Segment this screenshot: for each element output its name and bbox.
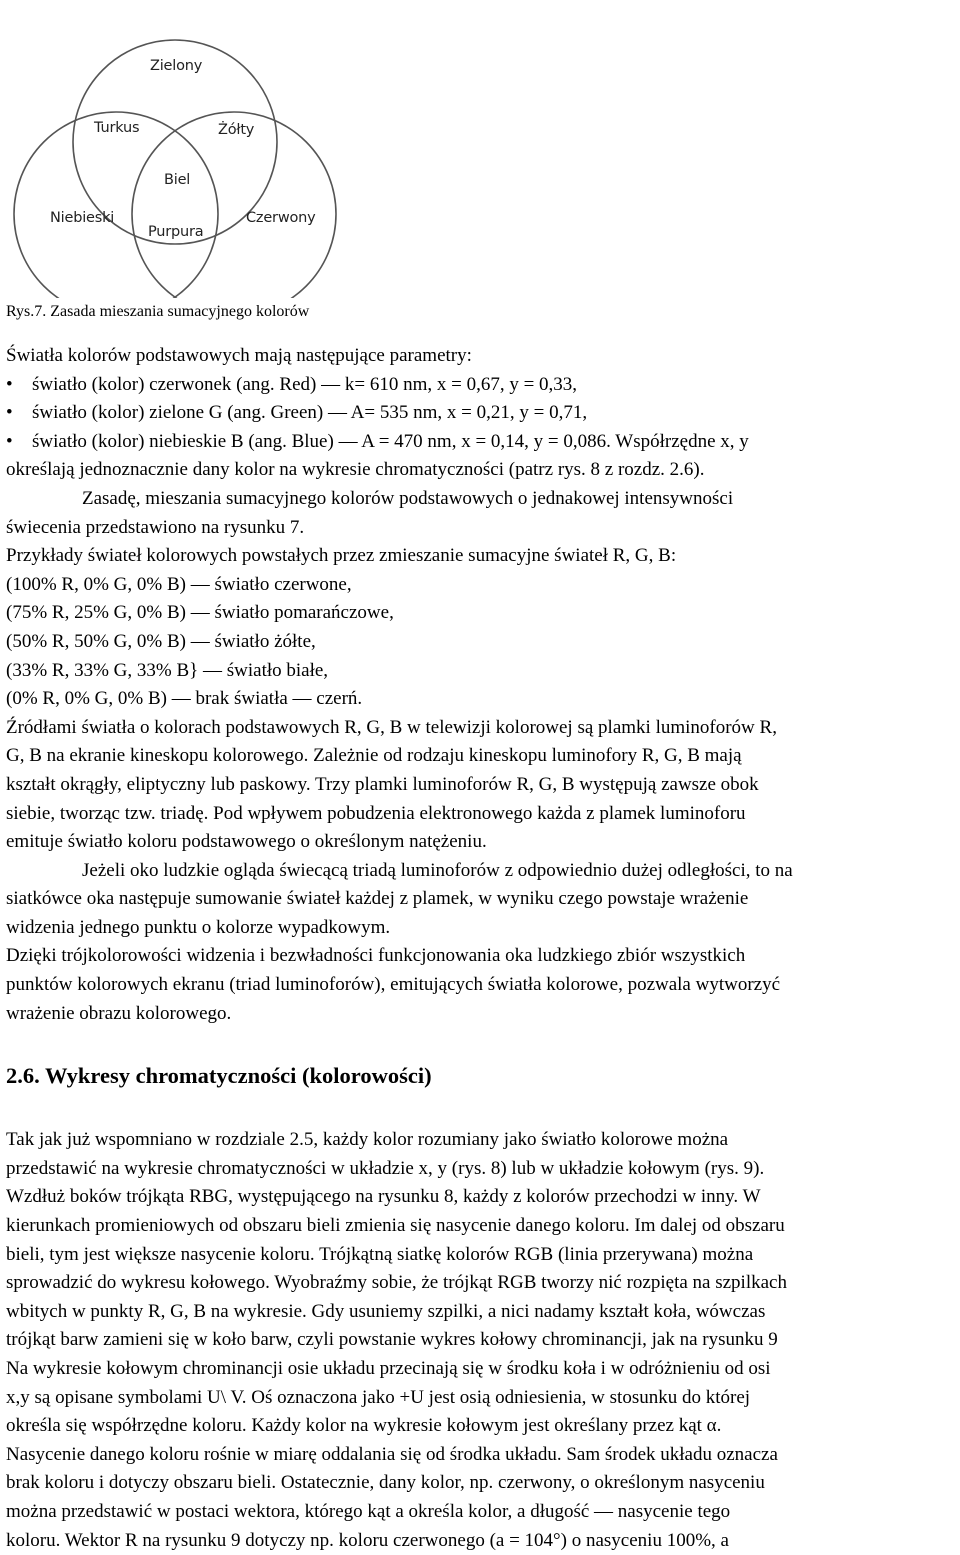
body-text — [6, 342, 956, 1555]
venn-diagram-figure — [0, 0, 400, 298]
text-line: (50% R, 50% G, 0% B) — światło żółte, — [6, 630, 316, 652]
text-line: wrażenie obrazu kolorowego. — [6, 1002, 232, 1024]
text-line: Dzięki trójkolorowości widzenia i bezwładności funkcjonowania oka ludzkiego zbiór wszystkich — [6, 945, 746, 967]
venn-diagram — [0, 0, 400, 298]
text-line-content: Jeżeli oko ludzkie ogląda świecącą triadą luminoforów z odpowiednio dużej odległości, to na — [82, 859, 793, 881]
text-line: widzenia jednego punktu o kolorze wypadkowym. — [6, 916, 391, 938]
text-line — [6, 857, 956, 886]
text-line: Wzdłuż boków trójkąta RBG, występującego na rysunku 8, każdy z kolorów przechodzi w inny. W — [6, 1186, 761, 1208]
figure-caption: Rys.7. Zasada mieszania sumacyjnego kolorów — [6, 303, 310, 320]
text-line: siebie, tworząc tzw. triadę. Pod wpływem pobudzenia elektronowego każda z plamek luminoforu — [6, 802, 746, 824]
text-line: (75% R, 25% G, 0% B) — światło pomarańczowe, — [6, 602, 394, 624]
text-line: określają jednoznacznie dany kolor na wykresie chromatyczności (patrz rys. 8 z rozdz. 2.6). — [6, 459, 705, 481]
text-line: Tak jak już wspomniano w rozdziale 2.5, każdy kolor rozumiany jako światło kolorowe można — [6, 1129, 729, 1151]
venn-label-magenta: Purpura — [148, 224, 204, 240]
bullet-item — [6, 371, 956, 400]
text-line: wbitych w punkty R, G, B na wykresie. Gdy usuniemy szpilki, a nici nadamy kształt koła, wówczas — [6, 1300, 766, 1322]
text-line: G, B na ekranie kineskopu kolorowego. Zależnie od rodzaju kineskopu luminofory R, G, B mają — [6, 745, 742, 767]
text-line: koloru. Wektor R na rysunku 9 dotyczy np. koloru czerwonego (a = 104°) o nasyceniu 100%, a — [6, 1529, 729, 1551]
text-line: trójkąt barw zamieni się w koło barw, czyli powstanie wykres kołowy chrominancji, jak na rysunku 9 — [6, 1329, 778, 1351]
section-heading: 2.6. Wykresy chromatyczności (kolorowości) — [6, 1063, 432, 1089]
text-line-content: Zasadę, mieszania sumacyjnego kolorów podstawowych o jednakowej intensywności — [82, 487, 734, 509]
bullet-text: światło (kolor) zielone G (ang. Green) — A= 535 nm, x = 0,21, y = 0,71, — [32, 402, 588, 424]
text-line: kierunkach promieniowych od obszaru bieli zmienia się nasycenie danego koloru. Im dalej od obszaru — [6, 1215, 785, 1237]
text-line: Światła kolorów podstawowych mają następujące parametry: — [6, 345, 472, 366]
venn-label-blue: Niebieski — [50, 210, 115, 226]
venn-label-white: Biel — [164, 172, 191, 188]
bullet-item — [6, 428, 956, 457]
text-line: kształt okrągły, eliptyczny lub paskowy. Trzy plamki luminoforów R, G, B występują zawsze obok — [6, 773, 759, 795]
text-line: świecenia przedstawiono na rysunku 7. — [6, 516, 305, 538]
text-line — [6, 485, 956, 514]
venn-label-yellow: Żółty — [218, 122, 255, 138]
bullet-text: światło (kolor) czerwonek (ang. Red) — k= 610 nm, x = 0,67, y = 0,33, — [32, 373, 578, 395]
text-line: emituje światło koloru podstawowego o określonym natężeniu. — [6, 831, 487, 853]
text-line: Na wykresie kołowym chrominancji osie układu przecinają się w środku koła i w odróżnieniu od osi — [6, 1358, 771, 1379]
text-line: (100% R, 0% G, 0% B) — światło czerwone, — [6, 573, 352, 595]
text-line: punktów kolorowych ekranu (triad luminoforów), emitujących światła kolorowe, pozwala wytworzyć — [6, 974, 781, 996]
text-line: x,y są opisane symbolami U\ V. Oś oznaczona jako +U jest osią odniesienia, w stosunku do której — [6, 1386, 751, 1408]
venn-label-cyan: Turkus — [94, 120, 140, 136]
bullet-icon: • — [6, 402, 13, 424]
text-line: (0% R, 0% G, 0% B) — brak światła — czerń. — [6, 688, 363, 710]
text-line: przedstawić na wykresie chromatyczności w układzie x, y (rys. 8) lub w układzie kołowym (rys. 9). — [6, 1157, 765, 1179]
venn-label-red: Czerwony — [246, 210, 316, 226]
text-line: można przedstawić w postaci wektora, którego kąt a określa kolor, a długość — nasycenie tego — [6, 1500, 731, 1522]
text-line: Nasycenie danego koloru rośnie w miarę oddalania się od środka układu. Sam środek układu oznacza — [6, 1443, 778, 1465]
text-line: siatkówce oka następuje sumowanie świateł każdej z plamek, w wyniku czego powstaje wrażenie — [6, 888, 749, 910]
bullet-icon: • — [6, 430, 13, 452]
bullet-icon: • — [6, 373, 13, 395]
text-line: (33% R, 33% G, 33% B} — światło białe, — [6, 659, 329, 681]
bullet-text: światło (kolor) niebieskie B (ang. Blue) — A = 470 nm, x = 0,14, y = 0,086. Współrzędne x, y — [32, 430, 749, 452]
venn-circle-red — [132, 112, 336, 298]
text-line: Przykłady świateł kolorowych powstałych przez zmieszanie sumacyjne świateł R, G, B: — [6, 545, 677, 567]
text-line: brak koloru i dotyczy obszaru bieli. Ostatecznie, dany kolor, np. czerwony, o określonym nasyceniu — [6, 1472, 765, 1494]
text-line: Źródłami światła o kolorach podstawowych R, G, B w telewizji kolorowej są plamki luminoforów R, — [6, 716, 777, 738]
venn-circle-blue — [14, 112, 218, 298]
venn-label-green: Zielony — [150, 58, 203, 74]
bullet-item — [6, 399, 956, 428]
text-line: określa się współrzędne koloru. Każdy kolor na wykresie kołowym jest określany przez kąt α. — [6, 1415, 722, 1437]
text-line: sprowadzić do wykresu kołowego. Wyobraźmy sobie, że trójkąt RGB tworzy nić rozpięta na szpilkach — [6, 1272, 787, 1294]
text-line: bieli, tym jest większe nasycenie koloru. Trójkątną siatkę kolorów RGB (linia przerywana) można — [6, 1243, 754, 1265]
